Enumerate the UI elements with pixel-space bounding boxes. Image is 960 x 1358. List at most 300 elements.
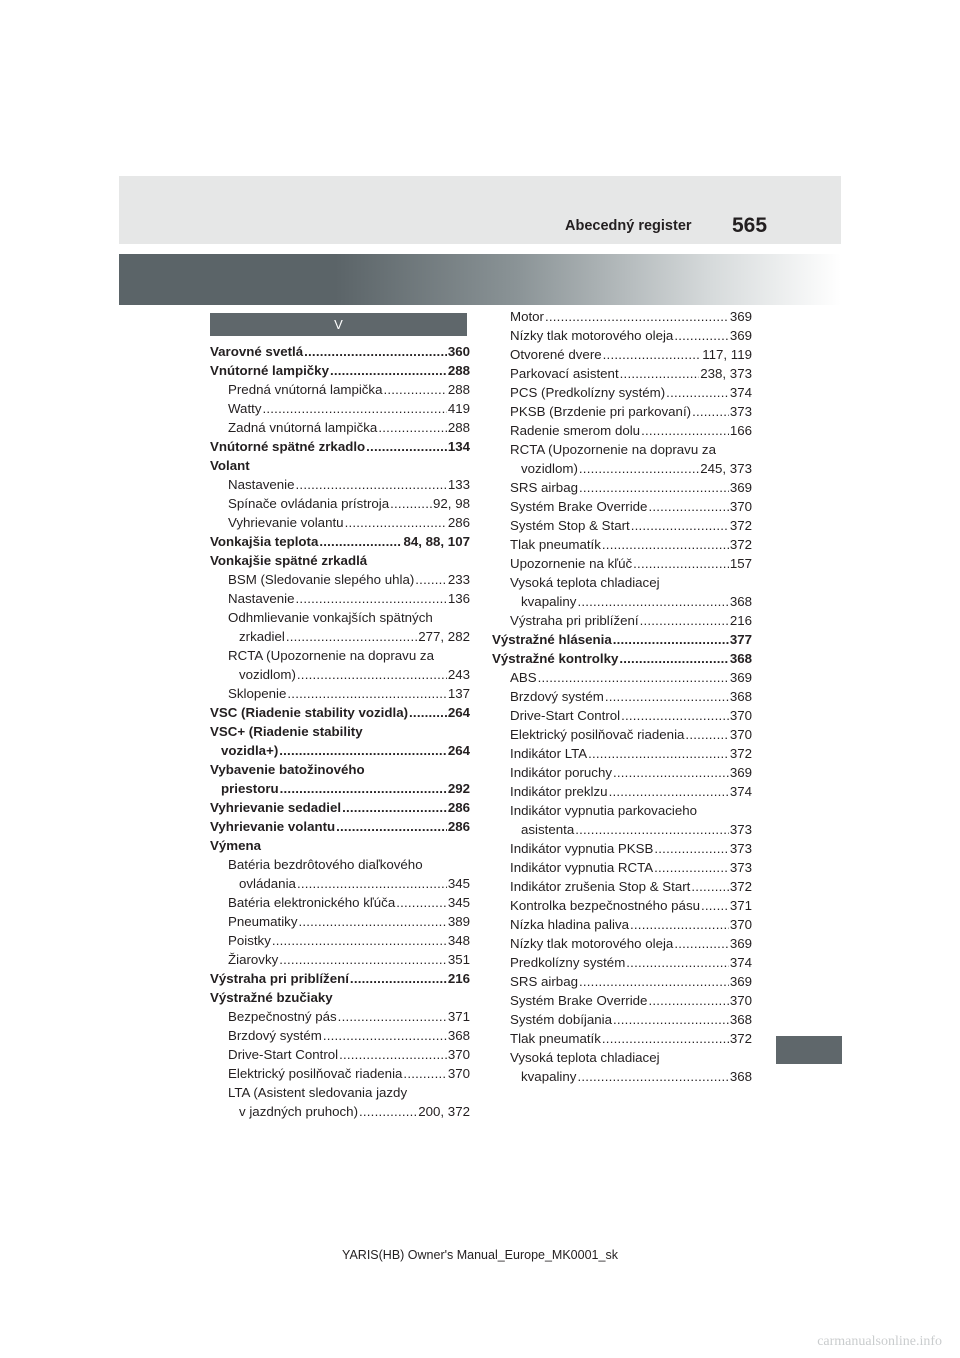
index-entry-term: Predná vnútorná lampička bbox=[228, 382, 383, 397]
leader-dots bbox=[298, 912, 446, 931]
index-entry-page: 368 bbox=[729, 1012, 752, 1027]
leader-dots bbox=[701, 896, 729, 915]
index-entry-term: PKSB (Brzdenie pri parkovaní) bbox=[510, 404, 692, 419]
index-entry bbox=[210, 665, 470, 684]
leader-dots bbox=[287, 684, 446, 703]
index-entry-page: 368 bbox=[729, 1069, 752, 1084]
index-entry-term: Nastavenie bbox=[228, 477, 295, 492]
leader-dots bbox=[296, 589, 447, 608]
index-entry bbox=[210, 722, 470, 741]
leader-dots bbox=[304, 342, 447, 361]
leader-dots bbox=[605, 687, 729, 706]
leader-dots bbox=[390, 494, 432, 513]
index-entry bbox=[210, 969, 470, 988]
leader-dots bbox=[620, 364, 700, 383]
index-entry bbox=[492, 402, 752, 421]
index-entry-term: vozidla+) bbox=[221, 743, 279, 758]
index-entry bbox=[210, 798, 470, 817]
index-entry bbox=[210, 988, 470, 1007]
index-entry bbox=[492, 383, 752, 402]
index-entry bbox=[210, 836, 470, 855]
index-entry-page: 351 bbox=[447, 952, 470, 967]
index-entry-term: Žiarovky bbox=[228, 952, 279, 967]
leader-dots bbox=[648, 497, 728, 516]
index-entry-page: 370 bbox=[729, 993, 752, 1008]
index-entry-term: Indikátor zrušenia Stop & Start bbox=[510, 879, 691, 894]
index-entry-term: Vysoká teplota chladiacej bbox=[510, 575, 660, 590]
index-entry bbox=[210, 741, 470, 760]
index-entry-page: 345 bbox=[447, 895, 470, 910]
index-entry-term: Indikátor preklzu bbox=[510, 784, 608, 799]
leader-dots bbox=[630, 915, 729, 934]
index-entry-page: 288 bbox=[447, 363, 470, 378]
index-entry-page: 372 bbox=[729, 537, 752, 552]
index-entry-term: Indikátor vypnutia parkovacieho bbox=[510, 803, 698, 818]
index-entry-term: RCTA (Upozornenie na dopravu za bbox=[510, 442, 716, 457]
leader-dots bbox=[579, 972, 729, 991]
index-entry bbox=[492, 440, 752, 459]
index-entry-term: Varovné svetlá bbox=[210, 344, 304, 359]
index-entry-term: Watty bbox=[228, 401, 262, 416]
index-entry-page: 134 bbox=[447, 439, 470, 454]
index-entry bbox=[492, 611, 752, 630]
index-entry-page: 372 bbox=[729, 746, 752, 761]
index-entry bbox=[210, 513, 470, 532]
index-entry-term: BSM (Sledovanie slepého uhla) bbox=[228, 572, 415, 587]
index-entry-page: 238, 373 bbox=[700, 366, 752, 381]
index-entry bbox=[210, 760, 470, 779]
index-entry bbox=[210, 456, 470, 475]
index-entry-term: Systém Brake Override bbox=[510, 993, 648, 1008]
leader-dots bbox=[691, 877, 728, 896]
index-entry bbox=[210, 779, 470, 798]
index-entry bbox=[492, 820, 752, 839]
index-entry-page: 369 bbox=[729, 480, 752, 495]
index-entry-term: Elektrický posilňovač riadenia bbox=[510, 727, 685, 742]
index-entry-term: Bezpečnostný pás bbox=[228, 1009, 337, 1024]
index-entry-page: 373 bbox=[729, 404, 752, 419]
leader-dots bbox=[666, 383, 729, 402]
index-entry-term: kvapaliny bbox=[521, 594, 577, 609]
index-entry-page: 372 bbox=[729, 1031, 752, 1046]
leader-dots bbox=[263, 399, 447, 418]
index-entry-term: Indikátor vypnutia RCTA bbox=[510, 860, 654, 875]
leader-dots bbox=[631, 516, 729, 535]
footer-document-id: YARIS(HB) Owner's Manual_Europe_MK0001_sk bbox=[342, 1248, 618, 1262]
index-entry-term: Vyhrievanie sedadiel bbox=[210, 800, 342, 815]
index-entry-page: 372 bbox=[729, 879, 752, 894]
index-entry bbox=[210, 874, 470, 893]
index-entry-page: 371 bbox=[729, 898, 752, 913]
index-entry bbox=[210, 703, 470, 722]
index-entry bbox=[210, 589, 470, 608]
index-entry-term: Nízky tlak motorového oleja bbox=[510, 936, 674, 951]
index-entry-term: Drive-Start Control bbox=[510, 708, 621, 723]
index-entry bbox=[210, 950, 470, 969]
index-entry-term: Nastavenie bbox=[228, 591, 295, 606]
index-column-left bbox=[210, 342, 470, 1121]
index-entry bbox=[492, 573, 752, 592]
index-entry-page: 166 bbox=[729, 423, 752, 438]
index-entry bbox=[492, 668, 752, 687]
index-column-right bbox=[492, 307, 752, 1086]
index-entry bbox=[210, 1102, 470, 1121]
index-entry-term: RCTA (Upozornenie na dopravu za bbox=[228, 648, 434, 663]
leader-dots bbox=[613, 763, 729, 782]
index-entry-term: Upozornenie na kľúč bbox=[510, 556, 633, 571]
index-entry bbox=[210, 912, 470, 931]
leader-dots bbox=[366, 437, 447, 456]
leader-dots bbox=[350, 969, 447, 988]
index-entry-term: Vonkajšia teplota bbox=[210, 534, 319, 549]
index-thumb-tab bbox=[776, 1036, 842, 1064]
index-entry-term: Brzdový systém bbox=[510, 689, 604, 704]
index-entry-term: SRS airbag bbox=[510, 480, 578, 495]
index-entry-page: 374 bbox=[729, 385, 752, 400]
leader-dots bbox=[330, 361, 447, 380]
leader-dots bbox=[297, 874, 447, 893]
index-entry bbox=[492, 649, 752, 668]
index-entry bbox=[492, 858, 752, 877]
index-entry-page: 370 bbox=[729, 708, 752, 723]
index-entry bbox=[492, 972, 752, 991]
index-entry-term: Vonkajšie spätné zrkadlá bbox=[210, 553, 368, 568]
leader-dots bbox=[621, 706, 729, 725]
index-entry-term: Výstražné bzučiaky bbox=[210, 990, 333, 1005]
index-entry bbox=[492, 991, 752, 1010]
index-entry-term: Pneumatiky bbox=[228, 914, 298, 929]
index-entry-page: 277, 282 bbox=[418, 629, 470, 644]
index-entry bbox=[492, 1010, 752, 1029]
index-entry bbox=[210, 1064, 470, 1083]
index-entry-term: Výstražné hlásenia bbox=[492, 632, 612, 647]
index-entry bbox=[492, 497, 752, 516]
index-entry bbox=[210, 380, 470, 399]
index-entry bbox=[492, 326, 752, 345]
index-entry bbox=[492, 896, 752, 915]
index-entry bbox=[492, 478, 752, 497]
index-entry bbox=[210, 342, 470, 361]
decorative-gradient-band bbox=[119, 254, 841, 305]
index-entry-term: Systém Stop & Start bbox=[510, 518, 630, 533]
leader-dots bbox=[603, 345, 702, 364]
index-entry bbox=[492, 364, 752, 383]
leader-dots bbox=[619, 649, 728, 668]
index-entry bbox=[492, 915, 752, 934]
index-entry-term: Systém Brake Override bbox=[510, 499, 648, 514]
leader-dots bbox=[339, 1045, 447, 1064]
leader-dots bbox=[588, 744, 729, 763]
index-entry-page: 292 bbox=[447, 781, 470, 796]
index-entry-term: VSC+ (Riadenie stability bbox=[210, 724, 363, 739]
index-entry bbox=[210, 1045, 470, 1064]
index-entry-page: 200, 372 bbox=[418, 1104, 470, 1119]
index-entry-term: Výstraha pri priblížení bbox=[510, 613, 639, 628]
index-entry bbox=[492, 953, 752, 972]
index-entry-term: Vnútorné spätné zrkadlo bbox=[210, 439, 366, 454]
index-entry bbox=[492, 877, 752, 896]
index-entry-page: 345 bbox=[447, 876, 470, 891]
leader-dots bbox=[609, 782, 729, 801]
leader-dots bbox=[575, 820, 729, 839]
index-entry-page: 377 bbox=[729, 632, 752, 647]
index-entry-term: Vyhrievanie volantu bbox=[228, 515, 344, 530]
index-entry-page: 243 bbox=[447, 667, 470, 682]
index-entry-term: Výstražné kontrolky bbox=[492, 651, 619, 666]
index-entry bbox=[210, 475, 470, 494]
index-entry-term: Indikátor poruchy bbox=[510, 765, 612, 780]
index-entry-page: 374 bbox=[729, 784, 752, 799]
index-entry bbox=[492, 307, 752, 326]
index-entry-term: Batéria elektronického kľúča bbox=[228, 895, 396, 910]
index-entry bbox=[492, 1067, 752, 1086]
index-entry-page: 373 bbox=[729, 822, 752, 837]
index-entry-term: priestoru bbox=[221, 781, 279, 796]
leader-dots bbox=[538, 668, 729, 687]
index-entry bbox=[492, 706, 752, 725]
index-entry-page: 369 bbox=[729, 936, 752, 951]
index-entry bbox=[210, 361, 470, 380]
leader-dots bbox=[403, 1064, 446, 1083]
index-entry-page: 369 bbox=[729, 328, 752, 343]
index-entry-term: Indikátor vypnutia PKSB bbox=[510, 841, 654, 856]
index-entry-page: 133 bbox=[447, 477, 470, 492]
leader-dots bbox=[577, 1067, 728, 1086]
index-entry-page: 373 bbox=[729, 860, 752, 875]
index-entry-term: Parkovací asistent bbox=[510, 366, 619, 381]
index-entry bbox=[492, 801, 752, 820]
index-entry-term: Kontrolka bezpečnostného pásu bbox=[510, 898, 700, 913]
index-entry-term: Vybavenie batožinového bbox=[210, 762, 365, 777]
leader-dots bbox=[323, 1026, 447, 1045]
index-entry bbox=[210, 608, 470, 627]
index-entry-page: 374 bbox=[729, 955, 752, 970]
leader-dots bbox=[674, 326, 728, 345]
leader-dots bbox=[383, 380, 446, 399]
leader-dots bbox=[602, 1029, 729, 1048]
index-entry-page: 264 bbox=[447, 705, 470, 720]
index-entry-page: 216 bbox=[729, 613, 752, 628]
index-entry-term: Sklopenie bbox=[228, 686, 287, 701]
leader-dots bbox=[415, 570, 447, 589]
index-entry-page: 286 bbox=[447, 515, 470, 530]
section-title: Abecedný register bbox=[565, 218, 692, 234]
leader-dots bbox=[633, 554, 729, 573]
index-entry bbox=[492, 554, 752, 573]
index-entry-term: SRS airbag bbox=[510, 974, 578, 989]
leader-dots bbox=[280, 779, 447, 798]
index-entry bbox=[492, 421, 752, 440]
index-entry bbox=[210, 1007, 470, 1026]
index-entry bbox=[210, 570, 470, 589]
index-entry-term: PCS (Predkolízny systém) bbox=[510, 385, 666, 400]
index-entry-term: v jazdných pruhoch) bbox=[239, 1104, 358, 1119]
index-entry-term: Vnútorné lampičky bbox=[210, 363, 329, 378]
index-entry bbox=[210, 817, 470, 836]
index-entry-page: 370 bbox=[447, 1066, 470, 1081]
index-entry bbox=[492, 535, 752, 554]
index-entry-term: Elektrický posilňovač riadenia bbox=[228, 1066, 403, 1081]
index-entry bbox=[492, 1048, 752, 1067]
index-entry bbox=[492, 763, 752, 782]
index-entry bbox=[210, 551, 470, 570]
leader-dots bbox=[613, 630, 729, 649]
index-entry-page: 92, 98 bbox=[433, 496, 470, 511]
index-entry bbox=[492, 630, 752, 649]
index-entry bbox=[492, 934, 752, 953]
index-entry-term: asistenta bbox=[521, 822, 575, 837]
index-entry-term: Vysoká teplota chladiacej bbox=[510, 1050, 660, 1065]
index-entry-page: 348 bbox=[447, 933, 470, 948]
index-entry-term: zrkadiel bbox=[239, 629, 285, 644]
index-entry bbox=[210, 437, 470, 456]
index-entry-page: 368 bbox=[729, 651, 752, 666]
index-entry-term: Odhmlievanie vonkajších spätných bbox=[228, 610, 433, 625]
index-entry-page: 286 bbox=[447, 800, 470, 815]
index-entry-term: Otvorené dvere bbox=[510, 347, 602, 362]
leader-dots bbox=[674, 934, 728, 953]
index-entry bbox=[210, 684, 470, 703]
watermark: carmanualsonline.info bbox=[817, 1334, 942, 1349]
index-entry-page: 288 bbox=[447, 420, 470, 435]
index-entry bbox=[210, 931, 470, 950]
index-entry-page: 370 bbox=[447, 1047, 470, 1062]
index-entry bbox=[210, 855, 470, 874]
index-entry bbox=[210, 399, 470, 418]
leader-dots bbox=[692, 402, 729, 421]
index-entry-page: 245, 373 bbox=[700, 461, 752, 476]
leader-dots bbox=[279, 741, 447, 760]
leader-dots bbox=[279, 950, 447, 969]
index-entry-page: 389 bbox=[447, 914, 470, 929]
index-entry bbox=[210, 1026, 470, 1045]
index-entry-term: Batéria bezdrôtového diaľkového bbox=[228, 857, 423, 872]
index-entry-term: Tlak pneumatík bbox=[510, 537, 601, 552]
leader-dots bbox=[654, 839, 728, 858]
index-entry-term: Vyhrievanie volantu bbox=[210, 819, 336, 834]
index-entry-term: Zadná vnútorná lampička bbox=[228, 420, 378, 435]
index-entry bbox=[492, 687, 752, 706]
index-entry-term: Indikátor LTA bbox=[510, 746, 588, 761]
leader-dots bbox=[378, 418, 447, 437]
index-entry bbox=[210, 627, 470, 646]
index-entry-term: Poistky bbox=[228, 933, 271, 948]
index-entry-term: ABS bbox=[510, 670, 537, 685]
index-entry-term: Volant bbox=[210, 458, 250, 473]
index-entry bbox=[210, 646, 470, 665]
index-entry-term: ovládania bbox=[239, 876, 296, 891]
index-entry bbox=[210, 494, 470, 513]
index-entry-term: Predkolízny systém bbox=[510, 955, 626, 970]
leader-dots bbox=[579, 459, 699, 478]
index-entry-page: 216 bbox=[447, 971, 470, 986]
page-number: 565 bbox=[732, 214, 768, 237]
leader-dots bbox=[641, 421, 729, 440]
index-entry-page: 370 bbox=[729, 917, 752, 932]
index-entry-page: 157 bbox=[729, 556, 752, 571]
index-entry-term: LTA (Asistent sledovania jazdy bbox=[228, 1085, 408, 1100]
leader-dots bbox=[396, 893, 447, 912]
leader-dots bbox=[685, 725, 728, 744]
leader-dots bbox=[286, 627, 417, 646]
index-entry bbox=[210, 532, 470, 551]
index-entry-page: 372 bbox=[729, 518, 752, 533]
leader-dots bbox=[409, 703, 447, 722]
index-entry-term: Nízky tlak motorového oleja bbox=[510, 328, 674, 343]
leader-dots bbox=[545, 307, 729, 326]
leader-dots bbox=[579, 478, 729, 497]
index-entry-page: 117, 119 bbox=[702, 347, 752, 362]
index-entry bbox=[210, 1083, 470, 1102]
leader-dots bbox=[577, 592, 728, 611]
index-entry-term: kvapaliny bbox=[521, 1069, 577, 1084]
index-letter-heading: V bbox=[210, 313, 467, 336]
leader-dots bbox=[336, 817, 447, 836]
leader-dots bbox=[648, 991, 728, 1010]
leader-dots bbox=[626, 953, 729, 972]
index-entry-page: 368 bbox=[447, 1028, 470, 1043]
index-entry-page: 84, 88, 107 bbox=[403, 534, 470, 549]
leader-dots bbox=[613, 1010, 729, 1029]
index-entry bbox=[492, 782, 752, 801]
index-entry-page: 136 bbox=[447, 591, 470, 606]
index-entry-page: 373 bbox=[729, 841, 752, 856]
leader-dots bbox=[345, 513, 447, 532]
index-entry-page: 370 bbox=[729, 499, 752, 514]
index-entry-page: 288 bbox=[447, 382, 470, 397]
index-entry-page: 371 bbox=[447, 1009, 470, 1024]
leader-dots bbox=[640, 611, 729, 630]
index-entry-page: 369 bbox=[729, 974, 752, 989]
index-entry bbox=[492, 1029, 752, 1048]
leader-dots bbox=[297, 665, 447, 684]
index-entry-term: Radenie smerom dolu bbox=[510, 423, 641, 438]
index-entry-term: vozidlom) bbox=[521, 461, 578, 476]
index-entry-page: 360 bbox=[447, 344, 470, 359]
index-entry-page: 368 bbox=[729, 689, 752, 704]
index-entry-term: Spínače ovládania prístroja bbox=[228, 496, 390, 511]
index-entry-term: Drive-Start Control bbox=[228, 1047, 339, 1062]
index-entry bbox=[492, 725, 752, 744]
leader-dots bbox=[296, 475, 447, 494]
index-entry bbox=[492, 592, 752, 611]
index-entry-term: Brzdový systém bbox=[228, 1028, 322, 1043]
leader-dots bbox=[338, 1007, 447, 1026]
index-entry-term: Systém dobíjania bbox=[510, 1012, 612, 1027]
index-entry-page: 369 bbox=[729, 309, 752, 324]
leader-dots bbox=[319, 532, 402, 551]
index-entry-page: 233 bbox=[447, 572, 470, 587]
index-entry-term: Motor bbox=[510, 309, 544, 324]
index-entry bbox=[492, 459, 752, 478]
index-entry bbox=[210, 893, 470, 912]
index-entry-term: Výmena bbox=[210, 838, 261, 853]
leader-dots bbox=[272, 931, 447, 950]
index-entry bbox=[492, 516, 752, 535]
index-entry-page: 369 bbox=[729, 765, 752, 780]
index-entry-term: Nízka hladina paliva bbox=[510, 917, 630, 932]
leader-dots bbox=[359, 1102, 417, 1121]
index-entry-term: vozidlom) bbox=[239, 667, 296, 682]
index-entry-page: 370 bbox=[729, 727, 752, 742]
index-entry-page: 137 bbox=[447, 686, 470, 701]
index-entry bbox=[492, 744, 752, 763]
index-entry-page: 369 bbox=[729, 670, 752, 685]
index-entry-term: VSC (Riadenie stability vozidla) bbox=[210, 705, 409, 720]
index-entry-page: 368 bbox=[729, 594, 752, 609]
index-entry bbox=[492, 839, 752, 858]
index-entry-page: 419 bbox=[447, 401, 470, 416]
